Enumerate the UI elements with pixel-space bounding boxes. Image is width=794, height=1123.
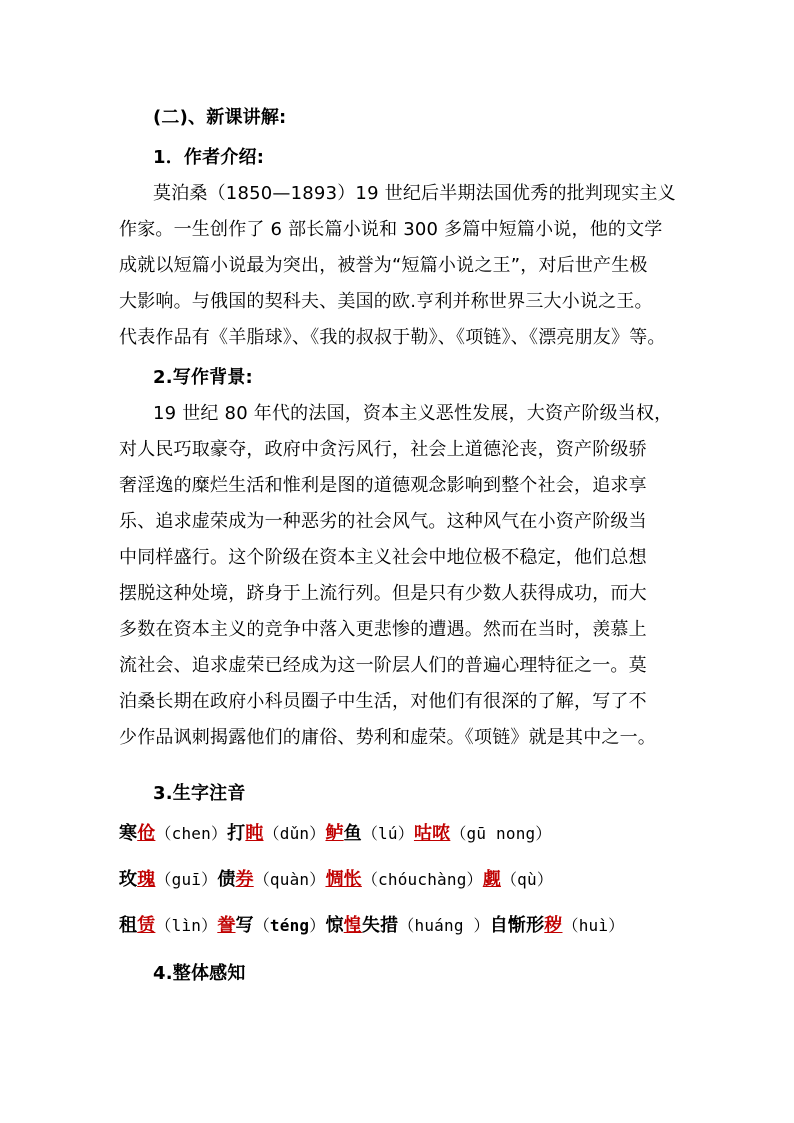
word-highlighted: 惶 [343, 915, 362, 936]
overall-heading: 4.整体感知 [153, 963, 246, 984]
author-paragraph-line: 莫泊桑（1850—1893）19 世纪后半期法国优秀的批判现实主义 [153, 183, 676, 204]
background-paragraph-line: 摆脱这种处境，跻身于上流行列。但是只有少数人获得成功，而大 [119, 583, 647, 604]
pinyin-bold: téng [269, 916, 310, 935]
word-highlighted: 赁 [137, 915, 156, 936]
word-highlighted: 鲈 [325, 823, 344, 844]
background-heading: 2.写作背景: [153, 367, 253, 388]
word-plain: 写 [235, 915, 254, 936]
word-highlighted: 咕哝 [413, 823, 451, 844]
pronunciation-heading: 3.生字注音 [153, 783, 246, 804]
word-plain: 债 [217, 869, 236, 890]
word-highlighted: 觑 [482, 869, 501, 890]
pinyin: （dǔn） [263, 824, 326, 843]
pinyin: （guī） [155, 870, 218, 889]
word-highlighted: 盹 [245, 823, 264, 844]
author-paragraph-line: 代表作品有《羊脂球》、《我的叔叔于勒》、《项链》、《漂亮朋友》等。 [119, 327, 666, 348]
word-plain: 自惭形 [489, 915, 545, 936]
background-paragraph-line: 泊桑长期在政府小科员圈子中生活，对他们有很深的了解，写了不 [119, 691, 647, 712]
pinyin: ） [309, 916, 326, 935]
pinyin: （chen） [155, 824, 228, 843]
word-highlighted: 惆怅 [325, 869, 362, 890]
background-paragraph-line: 19 世纪 80 年代的法国，资本主义恶性发展，大资产阶级当权， [153, 403, 673, 424]
word-highlighted: 瑰 [137, 869, 156, 890]
word-highlighted: 伧 [137, 823, 156, 844]
pinyin: （qù） [500, 870, 554, 889]
background-paragraph-line: 少作品讽刺揭露他们的庸俗、势利和虚荣。《项链》就是其中之一。 [119, 727, 656, 748]
background-paragraph-line: 奢淫逸的糜烂生活和惟利是图的道德观念影响到整个社会，追求享 [119, 475, 647, 496]
background-paragraph-line: 中同样盛行。这个阶级在资本主义社会中地位极不稳定，他们总想 [119, 547, 647, 568]
section-heading-new-lesson: (二)、新课讲解: [153, 107, 287, 128]
pinyin: （huáng ） [398, 916, 490, 935]
author-paragraph-line: 大影响。与俄国的契科夫、美国的欧.亨利并称世界三大小说之王。 [119, 291, 653, 312]
pinyin: （ [253, 916, 270, 935]
word-highlighted: 券 [235, 869, 254, 890]
word-plain: 租 [119, 915, 138, 936]
word-highlighted: 秽 [544, 915, 563, 936]
pinyin: （chóuchàng） [361, 870, 483, 889]
pinyin: （lìn） [155, 916, 218, 935]
pronunciation-row [119, 908, 719, 944]
word-plain: 打 [227, 823, 246, 844]
pronunciation-row [119, 816, 719, 852]
word-plain: 失措 [361, 915, 399, 936]
author-paragraph-line: 成就以短篇小说最为突出，被誉为“短篇小说之王”，对后世产生极 [119, 255, 648, 276]
pinyin: （lú） [361, 824, 414, 843]
word-plain: 惊 [325, 915, 344, 936]
pinyin: （gū nong） [450, 824, 552, 843]
pinyin: （huì） [562, 916, 625, 935]
word-plain: 鱼 [343, 823, 362, 844]
background-paragraph-line: 对人民巧取豪夺，政府中贪污风行，社会上道德沦丧，资产阶级骄 [119, 439, 647, 460]
pinyin: （quàn） [253, 870, 326, 889]
pronunciation-row [119, 862, 719, 898]
author-paragraph-line: 作家。一生创作了 6 部长篇小说和 300 多篇中短篇小说，他的文学 [119, 219, 663, 240]
word-plain: 寒 [119, 823, 138, 844]
background-paragraph-line: 流社会、追求虚荣已经成为这一阶层人们的普遍心理特征之一。莫 [119, 655, 647, 676]
background-paragraph-line: 乐、追求虚荣成为一种恶劣的社会风气。这种风气在小资产阶级当 [119, 511, 647, 532]
word-plain: 玫 [119, 869, 138, 890]
word-highlighted: 誊 [217, 915, 236, 936]
background-paragraph-line: 多数在资本主义的竞争中落入更悲惨的遭遇。然而在当时，羡慕上 [119, 619, 647, 640]
author-heading: 1．作者介绍: [153, 147, 265, 168]
